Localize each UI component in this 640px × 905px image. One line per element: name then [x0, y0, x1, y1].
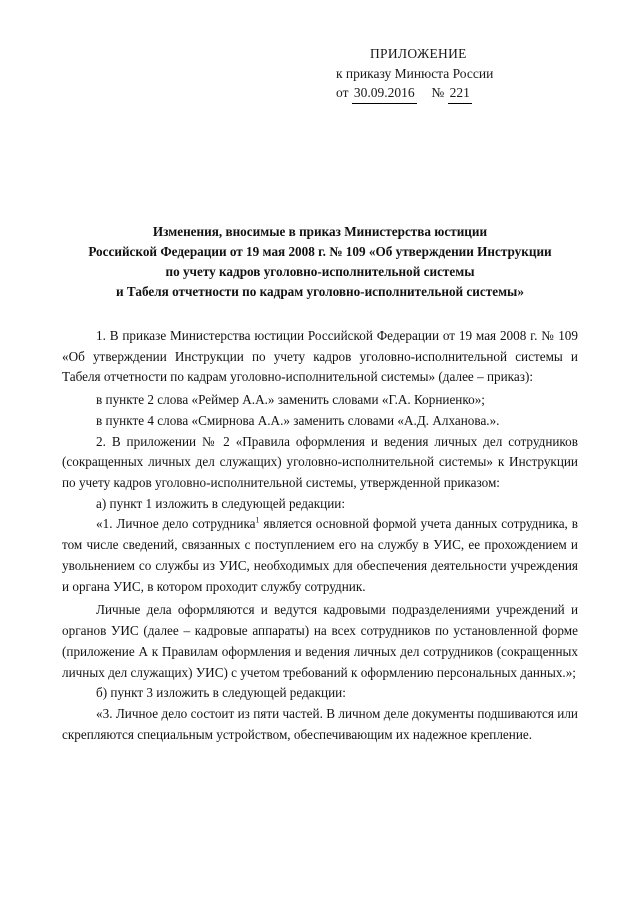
header-date-prefix: от — [336, 85, 349, 101]
paragraph-5: а) пункт 1 изложить в следующей редакции: — [96, 495, 346, 511]
document-body — [62, 326, 578, 745]
paragraph-7: Личные дела оформляются и ведутся кадровыми подразделениями учреждений и органов УИС (далее – кадровые аппараты) на всех сотрудников по установленной форме (приложение А к Правилам оформления и ведения личных дел сотрудников (сокращенных личных дел служащих) УИС) с учетом требований к оформлению персональных данных.»; — [62, 602, 578, 680]
paragraph-1: 1. В приказе Министерства юстиции Российской Федерации от 19 мая 2008 г. № 109 «Об утверждении Инструкции по учету кадров уголовно-исполнительной системы и Табеля отчетности по кадрам уголовно-исполнительной системы» (далее – приказ): — [62, 328, 578, 385]
document-title — [62, 222, 578, 302]
paragraph-6 — [62, 514, 578, 597]
paragraph-6-text-before: «1. Личное дело сотрудника — [96, 516, 256, 532]
header-number-value: 221 — [448, 83, 472, 104]
paragraph-9: «3. Личное дело состоит из пяти частей. В личном деле документы подшиваются или скрепляются специальным устройством, обеспечивающим их надежное крепление. — [62, 705, 578, 742]
footnote-marker: 1 — [255, 516, 260, 526]
paragraph-2: в пункте 2 слова «Реймер А.А.» заменить словами «Г.А. Корниенко»; — [96, 392, 485, 408]
paragraph-8: б) пункт 3 изложить в следующей редакции: — [96, 685, 346, 701]
header-number-prefix: № — [431, 85, 445, 101]
title-line-3: по учету кадров уголовно-исполнительной системы — [165, 264, 475, 280]
paragraph-4: 2. В приложении № 2 «Правила оформления и ведения личных дел сотрудников (сокращенных личных дел служащих) уголовно-исполнительной системы» к Инструкции по учету кадров уголовно-исполнительной системы, утвержденной приказом: — [62, 433, 578, 491]
title-line-4: и Табеля отчетности по кадрам уголовно-исполнительной системы» — [116, 284, 524, 300]
paragraph-6-text-after: является основной формой учета данных сотрудника, в том числе сведений, связанных с поступлением его на службу в УИС, ее прохождением и увольнением со службы из УИС, необходимых для обеспечения деятельности учреждения и органа УИС, в котором проходит службу сотрудник. — [62, 516, 578, 594]
document-header — [330, 44, 590, 104]
header-appendix-label: ПРИЛОЖЕНИЕ — [370, 46, 467, 61]
paragraph-3: в пункте 4 слова «Смирнова А.А.» заменить словами «А.Д. Алханова.». — [96, 412, 500, 428]
header-order-reference: к приказу Минюста России — [336, 65, 494, 81]
header-date-number — [330, 83, 590, 104]
title-line-2: Российской Федерации от 19 мая 2008 г. № 109 «Об утверждении Инструкции — [88, 244, 552, 260]
title-line-1: Изменения, вносимые в приказ Министерства юстиции — [152, 224, 488, 239]
header-date-value: 30.09.2016 — [352, 83, 417, 104]
